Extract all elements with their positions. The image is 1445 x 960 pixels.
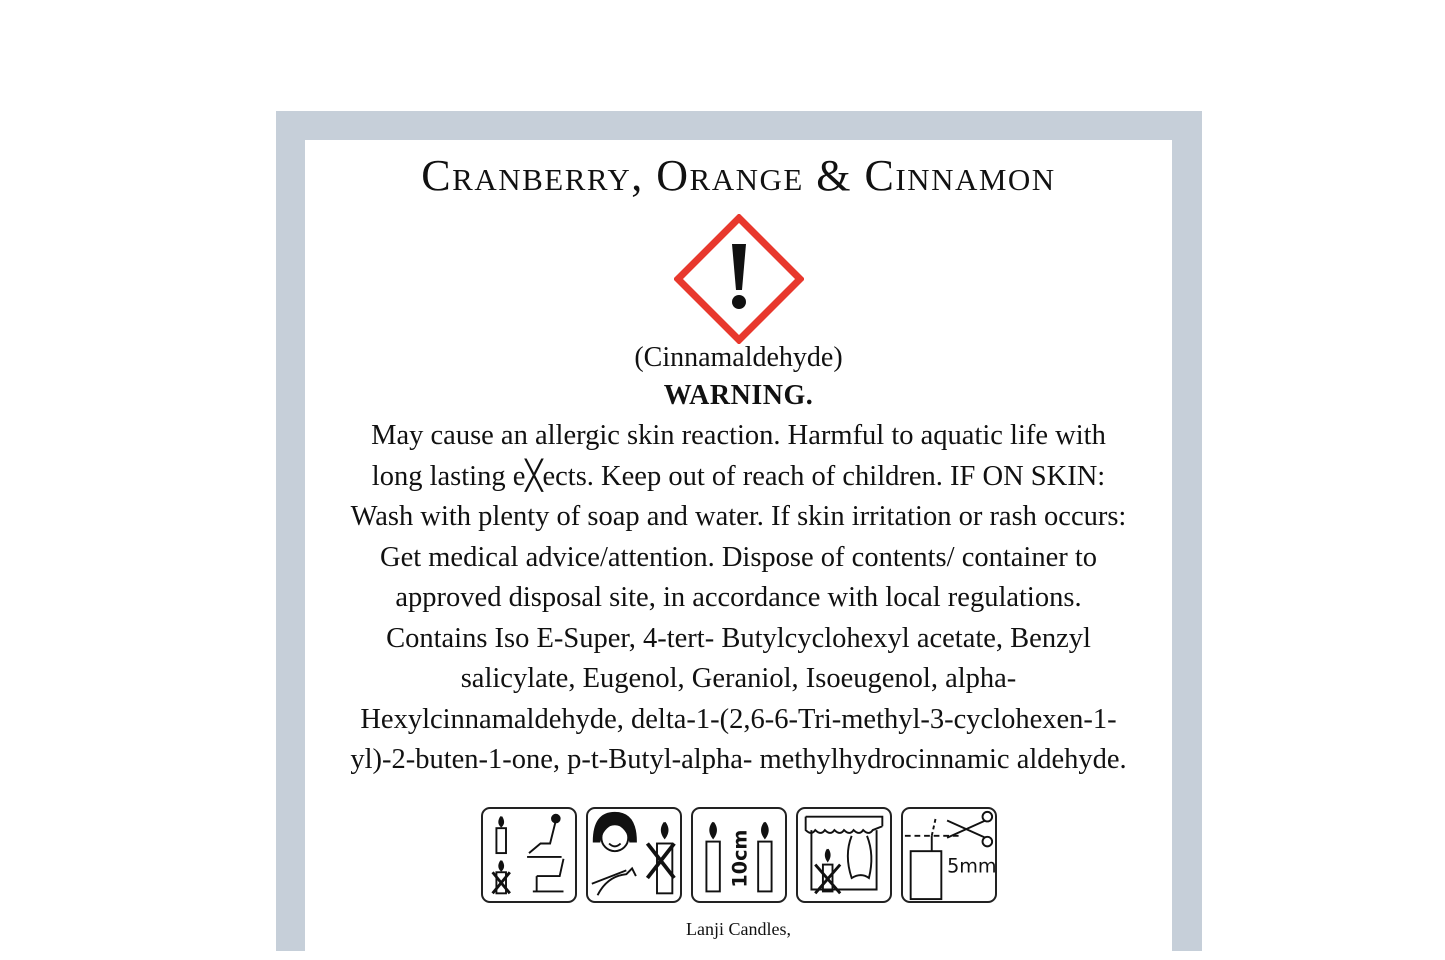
product-title: Cranberry, Orange & Cinnamon bbox=[421, 151, 1056, 200]
statement-line: approved disposal site, in accordance with local regulations. bbox=[395, 582, 1082, 613]
statement-line: long lasting e╳ects. Keep out of reach of children. IF ON SKIN: bbox=[371, 460, 1106, 492]
safety-icons bbox=[305, 807, 1172, 903]
statement-line: Wash with plenty of soap and water. If skin irritation or rash occurs: bbox=[350, 501, 1127, 532]
statement-line: salicylate, Eugenol, Geraniol, Isoeugenol, alpha- bbox=[460, 663, 1017, 694]
statement-line: May cause an allergic skin reaction. Harmful to aquatic life with bbox=[371, 420, 1106, 451]
trim-wick-icon bbox=[901, 807, 997, 903]
chemical-name: (Cinnamaldehyde) bbox=[634, 342, 843, 373]
label-frame bbox=[276, 111, 1202, 951]
keep-from-children-pets-icon bbox=[586, 807, 682, 903]
wick-length-label: 5mm bbox=[946, 853, 995, 877]
statement-line: Hexylcinnamaldehyde, delta-1-(2,6-6-Tri-methyl-3-cyclohexen-1- bbox=[360, 703, 1117, 735]
spacing-label: 10cm bbox=[728, 829, 752, 888]
statement-line: yl)-2-buten-1-one, p-t-Butyl-alpha- methylhydrocinnamic aldehyde. bbox=[350, 744, 1127, 775]
spacing-icon bbox=[691, 807, 787, 903]
away-from-curtains-icon bbox=[796, 807, 892, 903]
never-leave-unattended-icon bbox=[481, 807, 577, 903]
hazard-statements bbox=[305, 416, 1172, 781]
statement-line: Contains Iso E-Super, 4-tert- Butylcyclohexyl acetate, Benzyl bbox=[386, 622, 1091, 654]
statement-line: Get medical advice/attention. Dispose of contents/ container to bbox=[379, 541, 1098, 573]
exclamation-diamond-icon bbox=[674, 214, 804, 344]
signal-word: WARNING. bbox=[663, 380, 814, 411]
candle-label bbox=[305, 140, 1172, 960]
company-name: Lanji Candles, bbox=[686, 918, 791, 939]
